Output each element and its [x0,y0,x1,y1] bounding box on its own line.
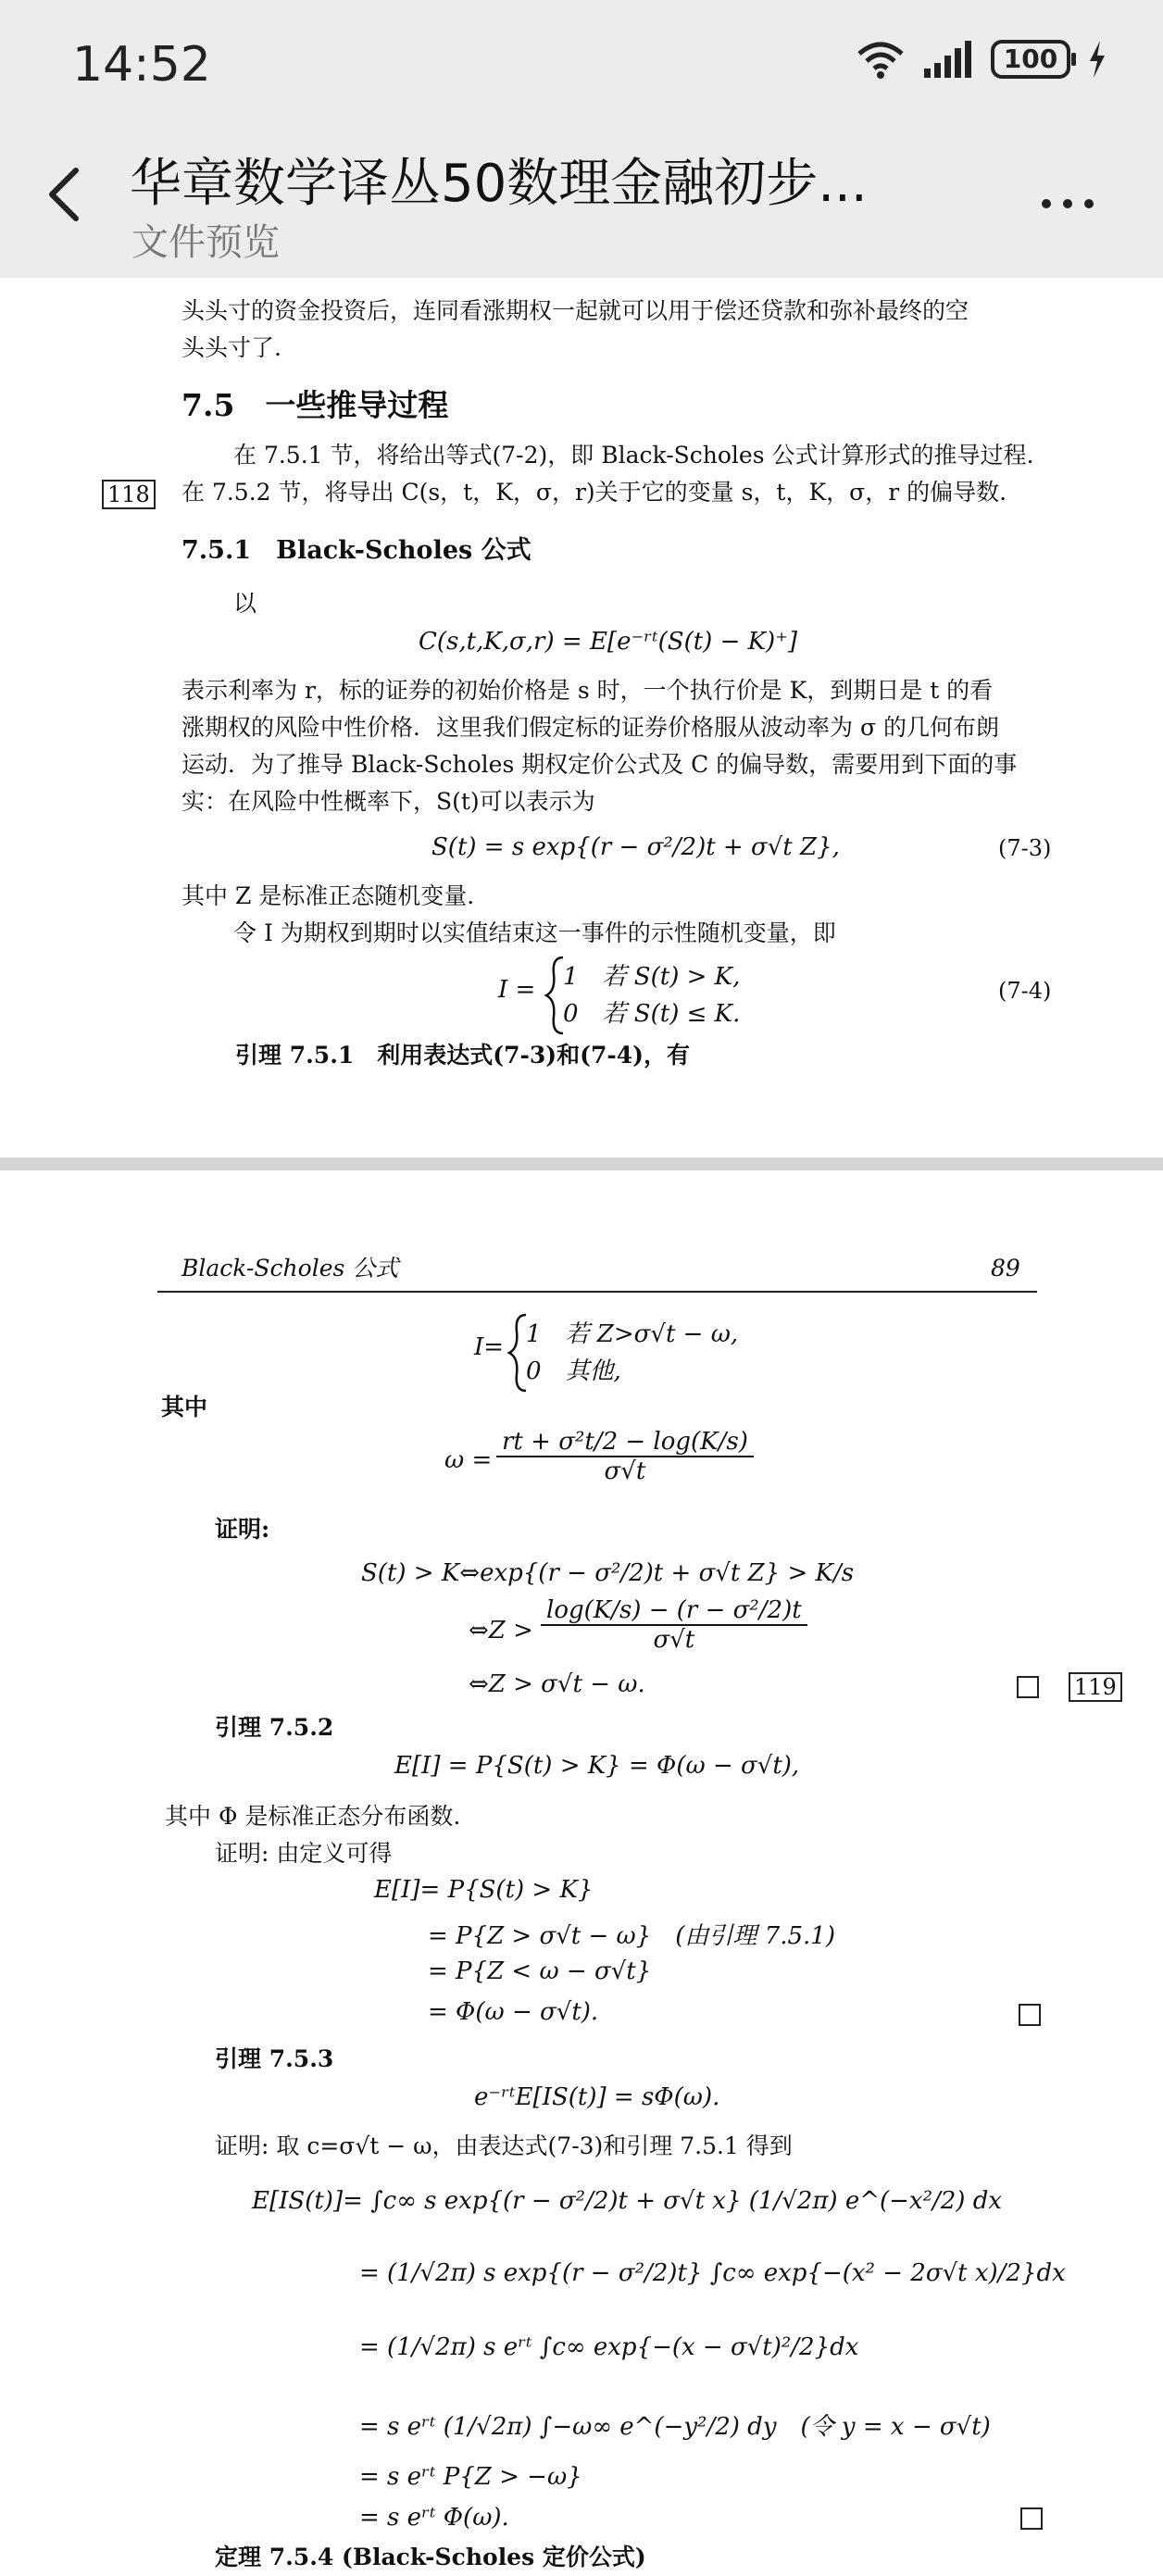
equation: E[IS(t)]= ∫c∞ s exp{(r − σ²/2)t + σ√t x} (1/√2π) e^(−x²/2) dx [252,2187,1003,2215]
header-rule [157,1291,1037,1293]
subsection-heading: 7.5.1 Black-Scholes 公式 [181,536,531,565]
equation-lhs: I = [498,976,536,1004]
equation-number: (7-4) [998,978,1052,1004]
margin-page-number: 119 [1069,1672,1122,1702]
equation: = (1/√2π) s eʳᵗ ∫c∞ exp{−(x − σ√t)²/2}dx [359,2333,859,2361]
qed-box [1017,1676,1039,1698]
paragraph-line: 其中 [161,1394,208,1420]
section-heading: 7.5 一些推导过程 [181,387,449,423]
more-options-button[interactable] [1035,185,1100,222]
fraction [541,1596,807,1654]
qed-box [1019,2004,1041,2026]
fraction-denominator: σ√t [653,1626,695,1654]
paragraph-line: 在 7.5.1 节，将给出等式(7-2)，即 Black-Scholes 公式计算形式的推导过程. [233,442,1034,469]
lemma-heading: 引理 7.5.3 [215,2045,334,2072]
charging-icon [1087,39,1107,80]
document-page-2 [0,1170,1163,2570]
paragraph-line: 头头寸的资金投资后，连同看涨期权一起就可以用于偿还贷款和弥补最终的空 [181,297,969,324]
equation-number: (7-3) [998,835,1052,861]
equation: = s eʳᵗ Φ(ω). [359,2504,509,2532]
equation-lhs: ω = [444,1446,493,1474]
chevron-left-icon [33,161,100,228]
app-bar [0,139,1163,278]
equation: ⇔Z > σ√t − ω. [469,1670,645,1698]
equation: S(t) = s exp{(r − σ²/2)t + σ√t Z}, [431,833,840,861]
theorem-heading: 定理 7.5.4 (Black-Scholes 定价公式) [215,2544,646,2570]
paragraph-line: 其中 Φ 是标准正态分布函数. [165,1803,461,1830]
proof-label: 证明: 取 c=σ√t − ω，由表达式(7-3)和引理 7.5.1 得到 [215,2132,793,2159]
equation-lhs: I= [474,1333,505,1361]
equation: = s eʳᵗ (1/√2π) ∫−ω∞ e^(−y²/2) dy (令 y = x − σ√t) [359,2413,991,2441]
status-time: 14:52 [72,37,211,93]
equation: = P{Z < ω − σ√t} [428,1957,652,1985]
equation: = Φ(ω − σ√t). [428,1998,599,2026]
case-line: 0 若 S(t) ≤ K. [563,1000,741,1028]
equation: = P{Z > σ√t − ω} (由引理 7.5.1) [428,1922,835,1950]
margin-page-number: 118 [102,480,156,509]
paragraph-line: 其中 Z 是标准正态随机变量. [181,882,475,909]
equation-lhs: ⇔Z > [469,1617,533,1644]
status-icons [856,39,1107,80]
battery-indicator: 100 [991,40,1070,79]
wifi-icon [856,39,906,80]
back-button[interactable] [33,161,100,228]
lemma-heading: 引理 7.5.2 [215,1714,334,1741]
paragraph-line: 运动．为了推导 Black-Scholes 期权定价公式及 C 的偏导数，需要用到下面的事 [181,751,1018,778]
running-header-title: Black-Scholes 公式 [181,1255,399,1282]
page-separator [0,1157,1163,1170]
equation: E[I] = P{S(t) > K} = Φ(ω − σ√t), [394,1752,800,1780]
equation: S(t) > K⇔exp{(r − σ²/2)t + σ√t Z} > K/s [361,1559,855,1587]
case-line: 1 若 Z>σ√t − ω, [526,1320,739,1348]
fraction-denominator: σ√t [604,1457,646,1485]
paragraph-line: 在 7.5.2 节，将导出 C(s，t，K，σ，r)关于它的变量 s，t，K，σ，r 的偏导数. [181,479,1007,506]
case-line: 0 其他, [526,1357,621,1385]
paragraph-line: 以 [233,590,257,617]
equation: E[I]= P{S(t) > K} [374,1876,594,1904]
document-subtitle: 文件预览 [131,221,280,264]
running-header-page: 89 [991,1255,1020,1282]
paragraph-line: 头头寸了. [181,334,281,361]
qed-box [1020,2507,1043,2530]
document-page-1 [0,278,1163,1167]
paragraph-line: 令 I 为期权到期时以实值结束这一事件的示性随机变量，即 [233,919,836,946]
document-title: 华章数学译丛50数理金融初步... [130,154,868,214]
case-line: 1 若 S(t) > K, [563,963,741,991]
paragraph-line: 表示利率为 r，标的证券的初始价格是 s 时，一个执行价是 K，到期日是 t 的看 [181,677,994,704]
equation: C(s,t,K,σ,r) = E[e⁻ʳᵗ(S(t) − K)⁺] [419,628,798,656]
equation: e⁻ʳᵗE[IS(t)] = sΦ(ω). [474,2083,720,2111]
signal-icon [922,39,974,80]
status-bar [0,0,1163,139]
equation: = s eʳᵗ P{Z > −ω} [359,2463,582,2491]
equation: = (1/√2π) s exp{(r − σ²/2)t} ∫c∞ exp{−(x² − 2σ√t x)/2}dx [359,2259,1066,2287]
proof-label: 证明: 由定义可得 [215,1840,393,1867]
more-dots-icon [1035,185,1100,222]
fraction [496,1428,754,1485]
fraction-numerator: rt + σ²t/2 − log(K/s) [496,1428,754,1457]
lemma-heading: 引理 7.5.1 利用表达式(7-3)和(7-4)，有 [235,1042,690,1069]
paragraph-line: 实：在风险中性概率下，S(t)可以表示为 [181,788,595,815]
fraction-numerator: log(K/s) − (r − σ²/2)t [541,1596,807,1626]
paragraph-line: 涨期权的风险中性价格．这里我们假定标的证券价格服从波动率为 σ 的几何布朗 [181,714,999,741]
proof-label: 证明: [215,1516,270,1543]
